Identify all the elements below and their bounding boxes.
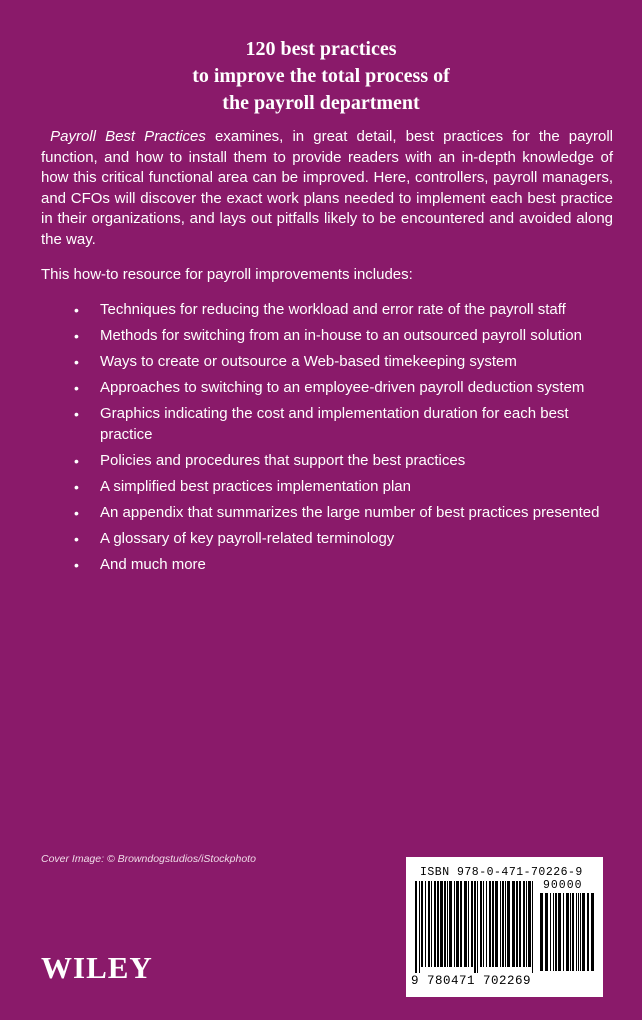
bullet-icon: • <box>74 406 79 422</box>
barcode-bar <box>454 881 455 967</box>
barcode-bar <box>572 893 574 971</box>
barcode-bar <box>578 893 579 971</box>
barcode-bar <box>570 893 571 971</box>
list-item <box>41 529 616 550</box>
barcode-bar <box>519 881 521 967</box>
barcode-bar <box>464 881 467 967</box>
headline <box>0 36 642 117</box>
barcode-bar <box>456 881 459 967</box>
bullet-icon: • <box>74 328 79 344</box>
barcode-bar <box>553 893 554 971</box>
barcode-bar <box>563 893 564 971</box>
barcode-bar <box>483 881 484 967</box>
list-item-text: Methods for switching from an in-house to an outsourced payroll solution <box>100 327 582 344</box>
list-item <box>41 352 616 373</box>
bullet-icon: • <box>74 354 79 370</box>
list-item <box>41 477 616 498</box>
barcode-bar <box>545 893 548 971</box>
addon-barcode-bars <box>540 893 596 973</box>
feature-list <box>41 300 616 581</box>
barcode-bar <box>440 881 443 967</box>
barcode-bar <box>492 881 494 967</box>
list-item <box>41 378 616 399</box>
bullet-icon: • <box>74 380 79 396</box>
barcode-bar <box>431 881 432 967</box>
barcode <box>406 857 603 997</box>
list-item <box>41 326 616 347</box>
list-item <box>41 503 616 524</box>
book-title: Payroll Best Practices <box>50 128 206 145</box>
barcode-bar <box>502 881 504 967</box>
list-item-text: A glossary of key payroll-related terminology <box>100 529 395 547</box>
bullet-icon: • <box>74 302 79 318</box>
list-item-text: Graphics indicating the cost and implementation duration for each best practice <box>100 405 569 443</box>
barcode-bar <box>582 893 585 971</box>
barcode-bar <box>428 881 430 967</box>
barcode-bar <box>576 893 577 971</box>
barcode-bar <box>532 881 533 973</box>
list-item <box>41 300 616 321</box>
barcode-bar <box>468 881 469 967</box>
bullet-icon: • <box>74 530 79 547</box>
list-item-text: Policies and procedures that support the best practices <box>100 451 466 469</box>
ean-barcode-bars <box>415 881 535 973</box>
headline-line-2: to improve the total process of <box>192 65 450 87</box>
barcode-bar <box>437 881 439 967</box>
lead-text: This how-to resource for payroll improvements includes: <box>41 266 413 283</box>
list-item <box>41 451 616 472</box>
cover-image-credit: Cover Image: © Browndogstudios/iStockphoto <box>41 853 256 865</box>
barcode-bar <box>580 893 581 971</box>
barcode-bar <box>558 893 561 971</box>
barcode-bar <box>425 881 426 967</box>
barcode-bar <box>449 881 452 967</box>
list-item-text: Techniques for reducing the workload and error rate of the payroll staff <box>100 301 566 318</box>
barcode-bar <box>444 881 446 967</box>
list-item-text: Ways to create or outsource a Web-based timekeeping system <box>100 353 517 370</box>
bullet-icon: • <box>74 478 79 495</box>
barcode-bar <box>495 881 498 967</box>
list-item <box>41 555 616 576</box>
bullet-icon: • <box>74 556 79 573</box>
barcode-bar <box>447 881 448 967</box>
intro-body: examines, in great detail, best practices for the payroll function, and how to install them to provide readers with an in-depth knowledge of how this critical functional area can be improved. Here, controllers, payroll managers, and CFOs will discover the exact work plans needed to implement each best practice in their organizations, and lays out pitfalls likely to be encountered and avoided along the way. <box>41 128 613 248</box>
barcode-bar <box>471 881 473 967</box>
barcode-bar <box>555 893 557 971</box>
barcode-bar <box>516 881 518 967</box>
headline-line-3: the payroll department <box>222 92 420 114</box>
barcode-bar <box>421 881 423 967</box>
isbn-label: ISBN 978-0-471-70226-9 <box>420 866 583 879</box>
barcode-bar <box>526 881 527 967</box>
barcode-bar <box>505 881 506 967</box>
barcode-bar <box>540 893 543 971</box>
intro-paragraph <box>41 127 613 250</box>
barcode-bar <box>486 881 487 967</box>
barcode-bar <box>419 881 420 973</box>
barcode-bar <box>477 881 478 973</box>
headline-line-1: 120 best practices <box>245 38 397 60</box>
publisher-logo: WILEY <box>41 950 153 985</box>
barcode-bar <box>500 881 501 967</box>
barcode-bar <box>460 881 462 967</box>
price-addon-label: 90000 <box>543 879 583 892</box>
barcode-bar <box>434 881 436 967</box>
barcode-bar <box>587 893 589 971</box>
barcode-bar <box>523 881 525 967</box>
list-item-text: A simplified best practices implementation plan <box>100 477 411 495</box>
barcode-bar <box>528 881 531 967</box>
list-item-text: And much more <box>100 555 206 573</box>
bullet-icon: • <box>74 504 79 521</box>
barcode-bar <box>512 881 515 967</box>
barcode-bar <box>507 881 510 967</box>
barcode-bar <box>550 893 551 971</box>
barcode-bar <box>566 893 569 971</box>
barcode-bar <box>591 893 594 971</box>
barcode-bar <box>415 881 417 973</box>
ean-digits: 9 780471 702269 <box>411 974 532 988</box>
list-item-text: An appendix that summarizes the large number of best practices presented <box>100 503 600 521</box>
bullet-icon: • <box>74 452 79 469</box>
barcode-bar <box>480 881 482 967</box>
list-item <box>41 404 616 445</box>
barcode-bar <box>474 881 476 973</box>
list-item-text: Approaches to switching to an employee-driven payroll deduction system <box>100 379 585 396</box>
barcode-bar <box>489 881 491 967</box>
